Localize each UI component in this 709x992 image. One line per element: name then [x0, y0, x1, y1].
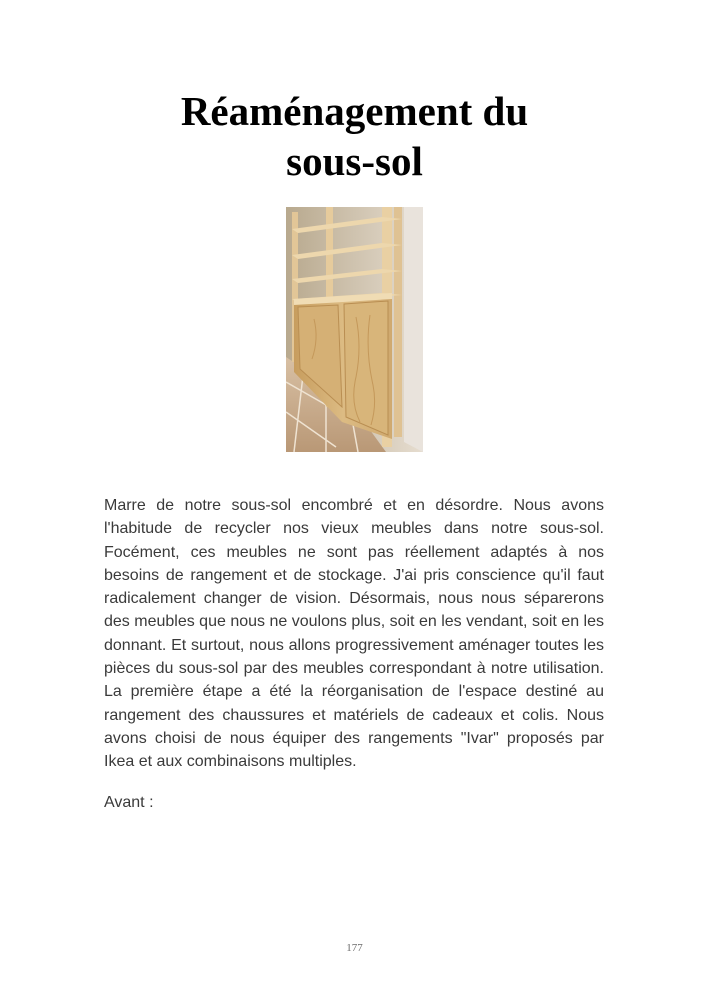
page-number: 177: [346, 942, 363, 954]
page-title-line-2: sous-sol: [286, 138, 423, 184]
avant-label: Avant :: [104, 794, 154, 811]
page-title: [0, 86, 709, 186]
shelving-photo: [286, 207, 423, 452]
page-title-line-1: Réaménagement du: [180, 88, 529, 134]
body-paragraph: Marre de notre sous-sol encombré et en désordre. Nous avons l'habitude de recycler nos vieux meubles dans notre sous-sol. Focément, ces meubles ne sont pas réellement adaptés à nos besoins de rangement et de stockage. J'ai pris conscience qu'il faut radicalement changer de vision. Désormais, nous nous séparerons des meubles que nous ne voulons plus, soit en les vendant, soit en les donnant. Et surtout, nous allons progressivement aménager toutes les pièces du sous-sol par des meubles correspondant à notre utilisation. La première étape a été la réorganisation de l'espace destiné au rangement des chaussures et matériels de cadeaux et colis. Nous avons choisi de nous équiper des rangements "Ivar" proposés par Ikea et aux combinaisons multiples.: [104, 497, 604, 771]
